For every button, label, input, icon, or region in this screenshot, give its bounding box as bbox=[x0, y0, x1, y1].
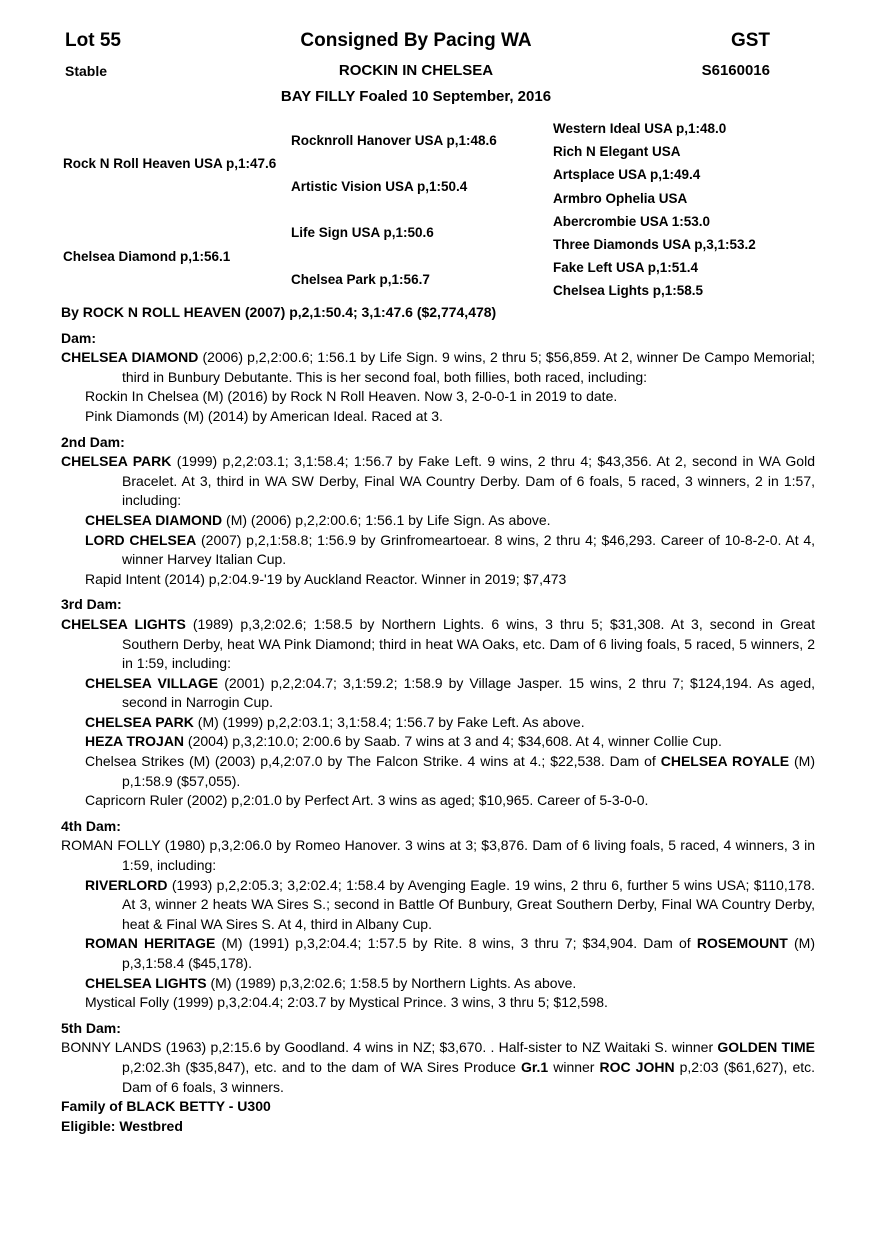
pedigree-paragraph bbox=[61, 387, 815, 407]
horse-name-emphasis: CHELSEA LIGHTS bbox=[61, 615, 186, 632]
paragraph-text: p,2:03 ($61,627), etc. Dam of 6 foals, 3 winners. bbox=[122, 1058, 816, 1095]
pedigree-paragraph bbox=[61, 348, 815, 387]
pedigree-paragraph bbox=[61, 974, 815, 994]
section-heading: Dam: bbox=[61, 329, 97, 346]
pedigree-notes bbox=[61, 303, 815, 1136]
pedigree-paragraph bbox=[61, 1117, 815, 1137]
paragraph-text: (2001) p,2,2:04.7; 3,1:59.2; 1:58.9 by Village Jasper. 15 wins, 2 thru 7; $124,194. As aged, second in Narrogin Cup. bbox=[122, 674, 815, 711]
catalog-code: S6160016 bbox=[701, 62, 770, 79]
section-heading: 5th Dam: bbox=[61, 1019, 121, 1036]
pedigree-ancestor: Artsplace USA p,1:49.4 bbox=[553, 167, 701, 183]
paragraph-text: (1999) p,2,2:03.1; 3,1:58.4; 1:56.7 by Fake Left. 9 wins, 2 thru 4; $43,356. At 2, second in WA Gold Bracelet. At 3, third in WA SW Derby, Final WA Country Derby. Dam of 6 foals, 5 raced, 3 winners, 2 in 1:57, including: bbox=[122, 453, 815, 509]
horse-name-emphasis: ROSEMOUNT bbox=[696, 935, 788, 952]
pedigree-table bbox=[63, 117, 815, 303]
pedigree-ancestor: Rocknroll Hanover USA p,1:48.6 bbox=[291, 132, 497, 148]
horse-name-emphasis: CHELSEA ROYALE bbox=[660, 753, 790, 770]
pedigree-paragraph bbox=[61, 674, 815, 713]
paragraph-text: Chelsea Strikes (M) (2003) p,4,2:07.0 by The Falcon Strike. 4 wins at 4.; $22,538. Dam of bbox=[85, 753, 661, 770]
paragraph-text: BONNY LANDS (1963) p,2:15.6 by Goodland. 4 wins in NZ; $3,670. . Half-sister to NZ Waitaki S. winner bbox=[61, 1039, 718, 1056]
paragraph-text: (M) p,1:58.9 ($57,055). bbox=[122, 753, 816, 789]
page-header bbox=[0, 0, 877, 112]
pedigree-paragraph bbox=[61, 934, 815, 973]
paragraph-text: (M) (2006) p,2,2:00.6; 1:56.1 by Life Sign. As above. bbox=[222, 511, 551, 528]
pedigree-ancestor: Life Sign USA p,1:50.6 bbox=[291, 225, 434, 241]
pedigree-paragraph bbox=[61, 836, 815, 875]
horse-name-emphasis: Eligible: Westbred bbox=[61, 1117, 183, 1134]
paragraph-text: Capricorn Ruler (2002) p,2:01.0 by Perfect Art. 3 wins as aged; $10,965. Career of 5-3-0-0. bbox=[85, 792, 649, 809]
paragraph-text: (M) (1991) p,3,2:04.4; 1:57.5 by Rite. 8 wins, 3 thru 7; $34,904. Dam of bbox=[215, 935, 697, 952]
pedigree-paragraph bbox=[61, 752, 815, 791]
pedigree-paragraph bbox=[61, 407, 815, 427]
paragraph-text: Pink Diamonds (M) (2014) by American Ideal. Raced at 3. bbox=[85, 407, 443, 424]
paragraph-text: (2007) p,2,1:58.8; 1:56.9 by Grinfromeartoear. 8 wins, 2 thru 4; $46,293. Career of 10-8-2-0. At 4, winner Harvey Italian Cup. bbox=[122, 531, 815, 568]
pedigree-ancestor: Chelsea Lights p,1:58.5 bbox=[553, 283, 704, 299]
pedigree-paragraph bbox=[61, 531, 815, 570]
paragraph-text: (M) p,3,1:58.4 ($45,178). bbox=[122, 935, 815, 971]
consignor-title: Consigned By Pacing WA bbox=[300, 30, 532, 51]
horse-name-emphasis: CHELSEA PARK bbox=[85, 713, 194, 730]
pedigree-ancestor: Chelsea Diamond p,1:56.1 bbox=[63, 248, 231, 264]
pedigree-paragraph bbox=[61, 1097, 815, 1117]
sire-summary-line: By ROCK N ROLL HEAVEN (2007) p,2,1:50.4; 3,1:47.6 ($2,774,478) bbox=[61, 304, 497, 320]
pedigree-paragraph bbox=[61, 732, 815, 752]
pedigree-ancestor: Armbro Ophelia USA bbox=[553, 190, 688, 206]
horse-name-emphasis: Family of BLACK BETTY - U300 bbox=[61, 1098, 271, 1115]
pedigree-paragraph bbox=[61, 1038, 815, 1097]
horse-name-emphasis: LORD CHELSEA bbox=[85, 531, 197, 548]
pedigree-ancestor: Three Diamonds USA p,3,1:53.2 bbox=[553, 237, 756, 253]
pedigree-paragraph bbox=[61, 876, 815, 935]
horse-name-emphasis: GOLDEN TIME bbox=[717, 1039, 815, 1056]
pedigree-paragraph bbox=[61, 615, 815, 674]
horse-name-emphasis: ROC JOHN bbox=[599, 1058, 675, 1075]
paragraph-text: p,2:02.3h ($35,847), etc. and to the dam of WA Sires Produce bbox=[122, 1058, 521, 1075]
paragraph-text: Rockin In Chelsea (M) (2016) by Rock N Roll Heaven. Now 3, 2-0-0-1 in 2019 to date. bbox=[85, 388, 618, 405]
pedigree-paragraph bbox=[61, 713, 815, 733]
paragraph-text: Mystical Folly (1999) p,3,2:04.4; 2:03.7 by Mystical Prince. 3 wins, 3 thru 5; $12,598. bbox=[85, 994, 608, 1011]
paragraph-text: (1989) p,3,2:02.6; 1:58.5 by Northern Lights. 6 wins, 3 thru 5; $31,308. At 3, second in Great Southern Derby, heat WA Pink Diamond; third in heat WA Oaks, etc. Dam of 6 living foals, 5 raced, 5 winners, 2 in 1:59, including: bbox=[122, 615, 815, 672]
pedigree-paragraph bbox=[61, 511, 815, 531]
horse-name-emphasis: CHELSEA LIGHTS bbox=[85, 974, 207, 991]
lot-number: Lot 55 bbox=[65, 30, 121, 51]
horse-name-emphasis: CHELSEA DIAMOND bbox=[61, 349, 199, 366]
pedigree-ancestor: Rich N Elegant USA bbox=[553, 144, 681, 160]
section-heading: 2nd Dam: bbox=[61, 433, 125, 450]
horse-name-emphasis: CHELSEA VILLAGE bbox=[85, 674, 219, 691]
horse-name-emphasis: CHELSEA PARK bbox=[61, 453, 172, 470]
paragraph-text: (M) (1989) p,3,2:02.6; 1:58.5 by Northern Lights. As above. bbox=[206, 974, 577, 991]
dam-sections bbox=[61, 329, 815, 1137]
pedigree-ancestor: Chelsea Park p,1:56.7 bbox=[291, 271, 430, 287]
paragraph-text: winner bbox=[548, 1058, 600, 1075]
section-heading: 3rd Dam: bbox=[61, 596, 122, 613]
pedigree-ancestor: Rock N Roll Heaven USA p,1:47.6 bbox=[63, 155, 277, 171]
horse-name-emphasis: Gr.1 bbox=[520, 1058, 549, 1075]
pedigree-ancestor: Artistic Vision USA p,1:50.4 bbox=[291, 179, 468, 195]
paragraph-text: (2004) p,3,2:10.0; 2:00.6 by Saab. 7 wins at 3 and 4; $34,608. At 4, winner Collie Cup. bbox=[184, 733, 722, 750]
pedigree-paragraph bbox=[61, 791, 815, 811]
paragraph-text: Rapid Intent (2014) p,2:04.9-'19 by Auckland Reactor. Winner in 2019; $7,473 bbox=[85, 570, 567, 587]
pedigree-ancestor: Fake Left USA p,1:51.4 bbox=[553, 260, 699, 276]
paragraph-text: (1993) p,2,2:05.3; 3,2:02.4; 1:58.4 by Avenging Eagle. 19 wins, 2 thru 6, further 5 wins USA; $110,178. At 3, winner 2 heats WA Sires S.; second in Battle Of Bunbury, Great Southern Derby, Final WA Country Derby, heat & Final WA Sires S. At 4, third in Albany Cup. bbox=[122, 876, 815, 932]
paragraph-text: (2006) p,2,2:00.6; 1:56.1 by Life Sign. 9 wins, 2 thru 5; $56,859. At 2, winner De Campo Memorial; third in Bunbury Debutante. This is her second foal, both fillies, both raced, including: bbox=[122, 349, 815, 385]
foaling-description: BAY FILLY Foaled 10 September, 2016 bbox=[280, 88, 552, 105]
horse-name: ROCKIN IN CHELSEA bbox=[338, 62, 494, 79]
horse-name-emphasis: ROMAN HERITAGE bbox=[85, 935, 216, 952]
pedigree-paragraph bbox=[61, 570, 815, 590]
pedigree-paragraph bbox=[61, 452, 815, 511]
horse-name-emphasis: CHELSEA DIAMOND bbox=[85, 511, 223, 528]
horse-name-emphasis: RIVERLORD bbox=[85, 876, 168, 893]
horse-name-emphasis: HEZA TROJAN bbox=[85, 733, 185, 750]
gst-label: GST bbox=[730, 30, 770, 51]
paragraph-text: ROMAN FOLLY (1980) p,3,2:06.0 by Romeo Hanover. 3 wins at 3; $3,876. Dam of 6 living foals, 5 raced, 4 winners, 3 in 1:59, including: bbox=[61, 837, 815, 874]
stable-label: Stable bbox=[65, 63, 108, 79]
section-heading: 4th Dam: bbox=[61, 817, 121, 834]
paragraph-text: (M) (1999) p,2,2:03.1; 3,1:58.4; 1:56.7 by Fake Left. As above. bbox=[193, 713, 585, 730]
pedigree-paragraph bbox=[61, 993, 815, 1013]
pedigree-ancestor: Abercrombie USA 1:53.0 bbox=[553, 213, 711, 229]
pedigree-ancestor: Western Ideal USA p,1:48.0 bbox=[553, 121, 727, 137]
